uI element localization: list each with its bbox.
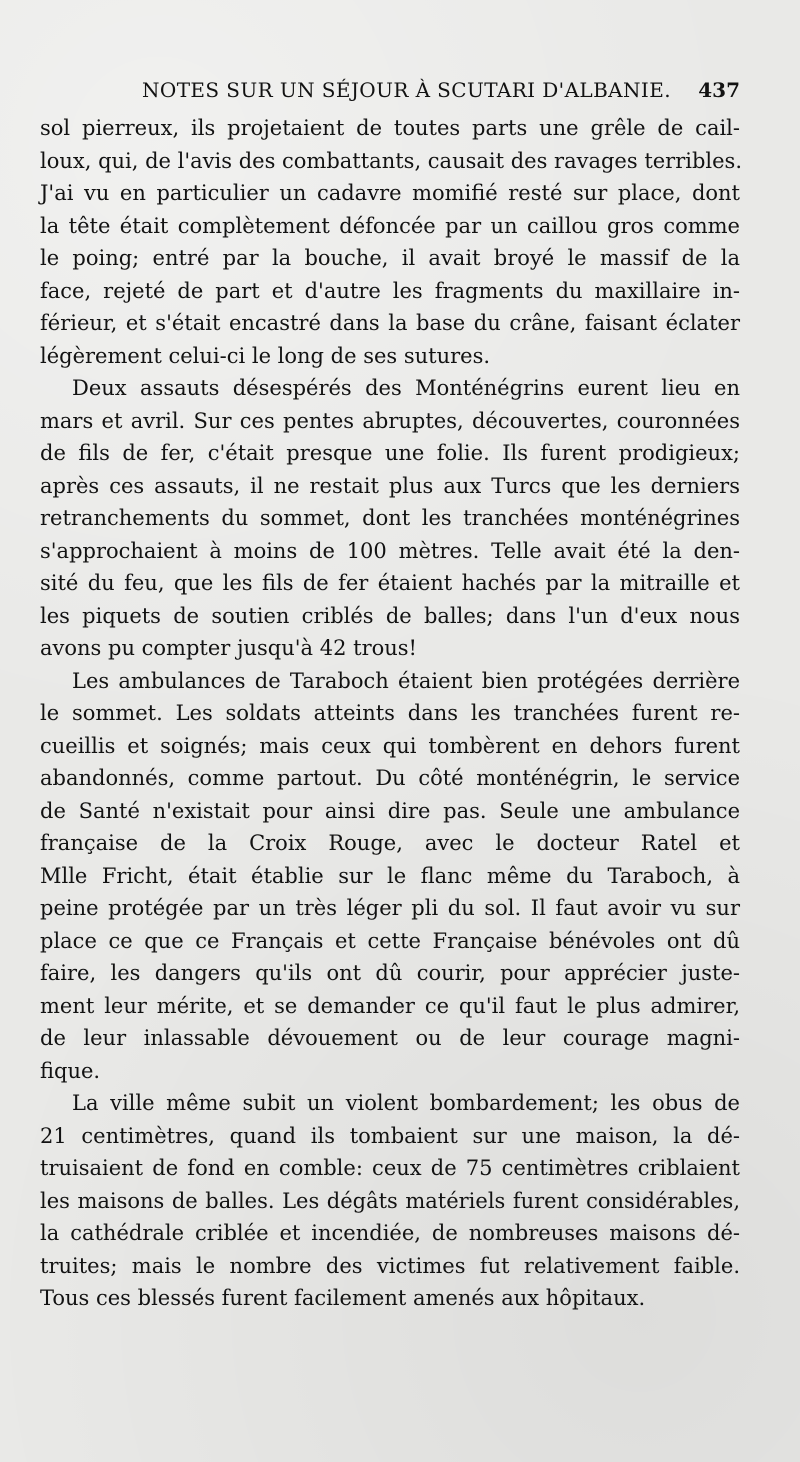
body-text [40, 112, 743, 1315]
text-line: les maisons de balles. Les dégâts matériels furent considérables, [40, 1188, 740, 1213]
text-line: s'approchaient à moins de 100 mètres. Telle avait été la den- [40, 538, 740, 563]
text-line: truisaient de fond en comble: ceux de 75 centimètres criblaient [40, 1156, 740, 1180]
text-line: abandonnés, comme partout. Du côté monténégrin, le service [40, 766, 740, 790]
text-line: avons pu compter jusqu'à 42 trous! [40, 636, 417, 660]
text-line: fique. [40, 1058, 101, 1083]
text-line: après ces assauts, il ne restait plus aux Turcs que les derniers [40, 473, 740, 498]
text-line: J'ai vu en particulier un cadavre momifié resté sur place, dont [40, 181, 740, 205]
text-line: retranchements du sommet, dont les tranchées monténégrines [40, 506, 740, 530]
text-line: truites; mais le nombre des victimes fut relativement faible. [40, 1253, 740, 1278]
text-line: férieur, et s'était encastré dans la base du crâne, faisant éclater [40, 311, 740, 335]
text-line: les piquets de soutien criblés de balles; dans l'un d'eux nous [40, 603, 740, 628]
text-line: la tête était complètement défoncée par un caillou gros comme [40, 213, 740, 238]
text-line: de Santé n'existait pour ainsi dire pas. Seule une ambulance [40, 798, 740, 823]
text-line: sité du feu, que les fils de fer étaient hachés par la mitraille et [40, 571, 740, 595]
text-line: loux, qui, de l'avis des combattants, causait des ravages terribles. [40, 148, 743, 173]
text-line: La ville même subit un violent bombardement; les obus de [72, 1091, 740, 1115]
text-line: cueillis et soignés; mais ceux qui tombèrent en dehors furent [40, 733, 740, 758]
running-title: NOTES SUR UN SÉJOUR À SCUTARI D'ALBANIE. [142, 78, 671, 102]
text-line: ment leur mérite, et se demander ce qu'il faut le plus admirer, [40, 993, 740, 1018]
text-line: française de la Croix Rouge, avec le docteur Ratel et [40, 831, 740, 855]
text-line: la cathédrale criblée et incendiée, de nombreuses maisons dé- [40, 1221, 740, 1245]
text-line: face, rejeté de part et d'autre les fragments du maxillaire in- [40, 278, 740, 303]
text-line: de leur inlassable dévouement ou de leur courage magni- [40, 1026, 740, 1050]
text-line: le sommet. Les soldats atteints dans les tranchées furent re- [40, 701, 740, 725]
text-line: place ce que ce Français et cette Française bénévoles ont dû [40, 928, 740, 953]
text-line: Mlle Fricht, était établie sur le flanc même du Taraboch, à [40, 863, 740, 888]
text-line: Les ambulances de Taraboch étaient bien protégées derrière [72, 668, 740, 693]
text-line: sol pierreux, ils projetaient de toutes parts une grêle de cail- [40, 116, 740, 140]
text-line: peine protégée par un très léger pli du sol. Il faut avoir vu sur [40, 896, 740, 920]
text-line: 21 centimètres, quand ils tombaient sur une maison, la dé- [40, 1123, 740, 1148]
page-number: 437 [698, 78, 740, 102]
text-line: mars et avril. Sur ces pentes abruptes, découvertes, couronnées [40, 408, 740, 433]
text-line: de fils de fer, c'était presque une folie. Ils furent prodigieux; [40, 441, 740, 465]
text-line: faire, les dangers qu'ils ont dû courir, pour apprécier juste- [40, 961, 740, 985]
text-line: le poing; entré par la bouche, il avait broyé le massif de la [40, 246, 740, 270]
text-line: Tous ces blessés furent facilement amenés aux hôpitaux. [40, 1286, 646, 1310]
text-line: légèrement celui-ci le long de ses sutures. [40, 343, 491, 368]
text-line: Deux assauts désespérés des Monténégrins eurent lieu en [72, 376, 740, 400]
page-header [40, 78, 740, 110]
